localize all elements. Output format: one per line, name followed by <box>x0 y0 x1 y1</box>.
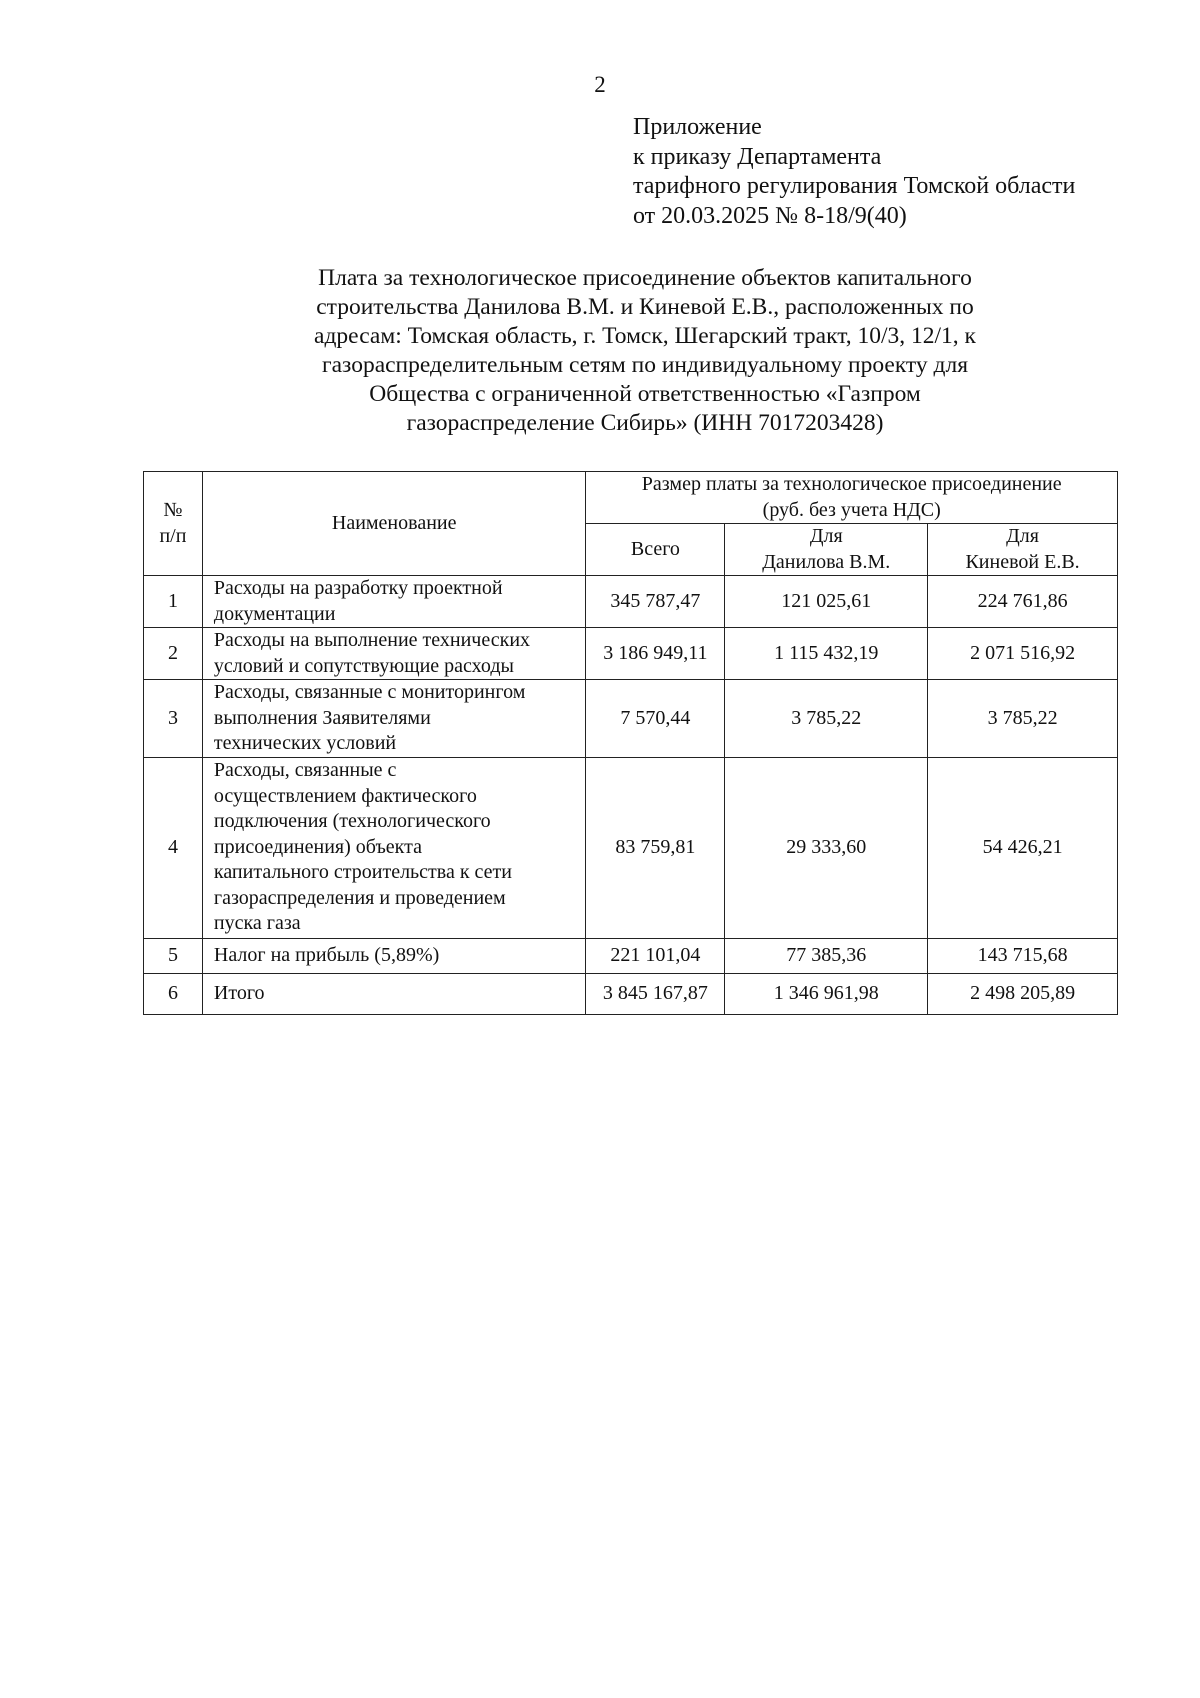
title-line: строительства Данилова В.М. и Киневой Е.В., расположенных по <box>316 294 974 320</box>
header-kineva <box>928 524 1118 576</box>
row-danilov: 3 785,22 <box>725 680 928 758</box>
row-name-line: подключения (технологического <box>213 810 491 833</box>
row-kineva: 2 071 516,92 <box>928 628 1118 680</box>
header-num-line: п/п <box>159 524 187 547</box>
row-name-line: Расходы на выполнение технических <box>213 629 531 651</box>
row-name <box>202 628 586 680</box>
appendix-line: тарифного регулирования Томской области <box>633 173 1076 199</box>
title-line: газораспределительным сетям по индивидуальному проекту для <box>321 352 969 378</box>
table-row <box>144 757 1118 938</box>
row-total: 221 101,04 <box>586 938 725 973</box>
row-danilov: 29 333,60 <box>725 757 928 938</box>
header-row <box>144 472 1118 524</box>
row-danilov: 1 115 432,19 <box>725 628 928 680</box>
document-title <box>200 264 1090 438</box>
tariff-table <box>143 471 1118 1015</box>
row-name-line: Расходы на разработку проектной <box>213 577 503 599</box>
row-name-line: Налог на прибыль (5,89%) <box>213 943 440 966</box>
row-total: 7 570,44 <box>586 680 725 758</box>
row-total: 345 787,47 <box>586 576 725 628</box>
row-name-line: капитального строительства к сети <box>213 861 513 884</box>
row-kineva: 54 426,21 <box>928 757 1118 938</box>
row-name <box>202 938 586 973</box>
row-danilov: 121 025,61 <box>725 576 928 628</box>
row-name <box>202 576 586 628</box>
row-kineva: 2 498 205,89 <box>928 973 1118 1014</box>
row-name-line: технических условий <box>213 732 397 754</box>
header-fee <box>586 472 1118 524</box>
row-name-line: документации <box>213 602 336 625</box>
row-total: 3 845 167,87 <box>586 973 725 1014</box>
row-danilov: 1 346 961,98 <box>725 973 928 1014</box>
row-name <box>202 973 586 1014</box>
row-name-line: осуществлением фактического <box>213 784 477 807</box>
header-danilov <box>725 524 928 576</box>
row-number: 5 <box>144 938 203 973</box>
row-number: 3 <box>144 680 203 758</box>
row-number: 6 <box>144 973 203 1014</box>
row-name-line: Расходы, связанные с мониторингом <box>213 681 526 703</box>
row-number: 4 <box>144 757 203 938</box>
row-kineva: 224 761,86 <box>928 576 1118 628</box>
header-danilov-line: Данилова В.М. <box>762 550 891 573</box>
row-name <box>202 757 586 938</box>
row-name-line: условий и сопутствующие расходы <box>213 654 514 677</box>
row-kineva: 3 785,22 <box>928 680 1118 758</box>
row-total: 83 759,81 <box>586 757 725 938</box>
appendix-block <box>633 113 1075 231</box>
table-body <box>144 576 1118 1015</box>
page-number: 2 <box>594 72 606 97</box>
header-kineva-line: Для <box>1006 525 1039 547</box>
title-line: газораспределение Сибирь» (ИНН 7017203428) <box>406 410 884 436</box>
header-fee-line: (руб. без учета НДС) <box>762 498 941 521</box>
row-number: 2 <box>144 628 203 680</box>
title-line: адресам: Томская область, г. Томск, Шегарский тракт, 10/3, 12/1, к <box>314 323 976 349</box>
table-row <box>144 628 1118 680</box>
header-fee-line: Размер платы за технологическое присоединение <box>641 473 1062 495</box>
appendix-line: Приложение <box>633 114 762 140</box>
table-row <box>144 938 1118 973</box>
table-row-total <box>144 973 1118 1014</box>
header-num-line: № <box>163 499 183 521</box>
row-danilov: 77 385,36 <box>725 938 928 973</box>
row-name <box>202 680 586 758</box>
row-name-line: выполнения Заявителями <box>213 706 431 729</box>
row-kineva: 143 715,68 <box>928 938 1118 973</box>
appendix-line: от 20.03.2025 № 8-18/9(40) <box>633 202 907 229</box>
header-kineva-line: Киневой Е.В. <box>965 550 1080 573</box>
table-header <box>144 472 1118 576</box>
row-name-line: присоединения) объекта <box>213 835 422 858</box>
header-danilov-line: Для <box>809 525 843 547</box>
title-line: Плата за технологическое присоединение объектов капитального <box>318 265 972 291</box>
header-total: Всего <box>586 524 725 576</box>
row-number: 1 <box>144 576 203 628</box>
title-line: Общества с ограниченной ответственностью «Газпром <box>369 381 921 407</box>
row-name-line: пуска газа <box>213 912 301 935</box>
table-row <box>144 680 1118 758</box>
row-total: 3 186 949,11 <box>586 628 725 680</box>
header-name: Наименование <box>202 472 586 576</box>
row-name-line: газораспределения и проведением <box>213 886 506 909</box>
header-num <box>144 472 203 576</box>
row-name-line: Итого <box>213 981 265 1004</box>
row-name-line: Расходы, связанные с <box>213 759 397 782</box>
table-row <box>144 576 1118 628</box>
appendix-line: к приказу Департамента <box>633 143 882 170</box>
